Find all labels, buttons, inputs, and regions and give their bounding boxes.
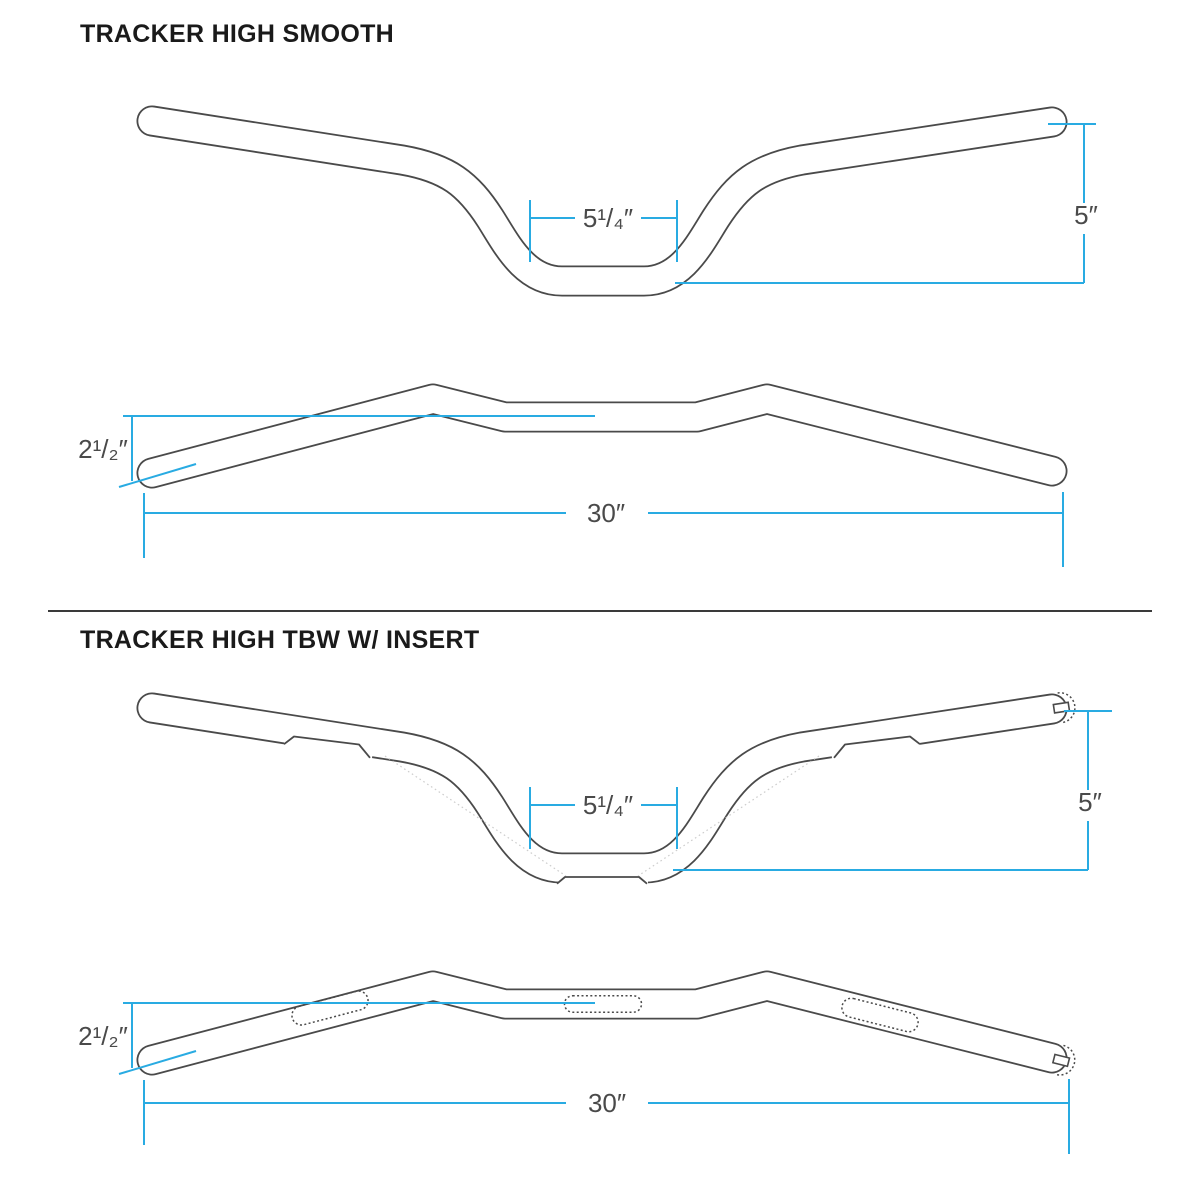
- handlebar-front-fill: [152, 708, 1052, 868]
- center-width-label: 5¹/₄″: [582, 203, 634, 233]
- side-view-handlebar: [152, 399, 1052, 473]
- section-tracker-high-tbw: [78, 626, 1112, 1154]
- section-tracker-high-smooth: [78, 20, 1098, 567]
- section-title: TRACKER HIGH TBW W/ INSERT: [80, 626, 480, 654]
- dimension-center-width: [530, 200, 677, 262]
- handlebar-side-fill: [152, 986, 1052, 1060]
- handlebar-side-fill: [152, 399, 1052, 473]
- dimension-center-width: [530, 787, 677, 849]
- front-view-handlebar: [152, 121, 1052, 281]
- rise-label: 5″: [1074, 200, 1098, 230]
- dimension-overall-width: [144, 1079, 1069, 1154]
- pullback-label: 2¹/₂″: [78, 434, 128, 464]
- section-title: TRACKER HIGH SMOOTH: [80, 20, 395, 48]
- front-view-handlebar-tbw: [152, 691, 1077, 884]
- side-view-handlebar-tbw: [152, 986, 1078, 1078]
- dimension-overall-width: [144, 492, 1063, 567]
- handlebar-front-fill: [152, 121, 1052, 281]
- pullback-label: 2¹/₂″: [78, 1021, 128, 1051]
- overall-width-label: 30″: [587, 1088, 627, 1118]
- rise-label: 5″: [1078, 787, 1102, 817]
- overall-width-label: 30″: [586, 498, 626, 528]
- center-width-label: 5¹/₄″: [582, 790, 634, 820]
